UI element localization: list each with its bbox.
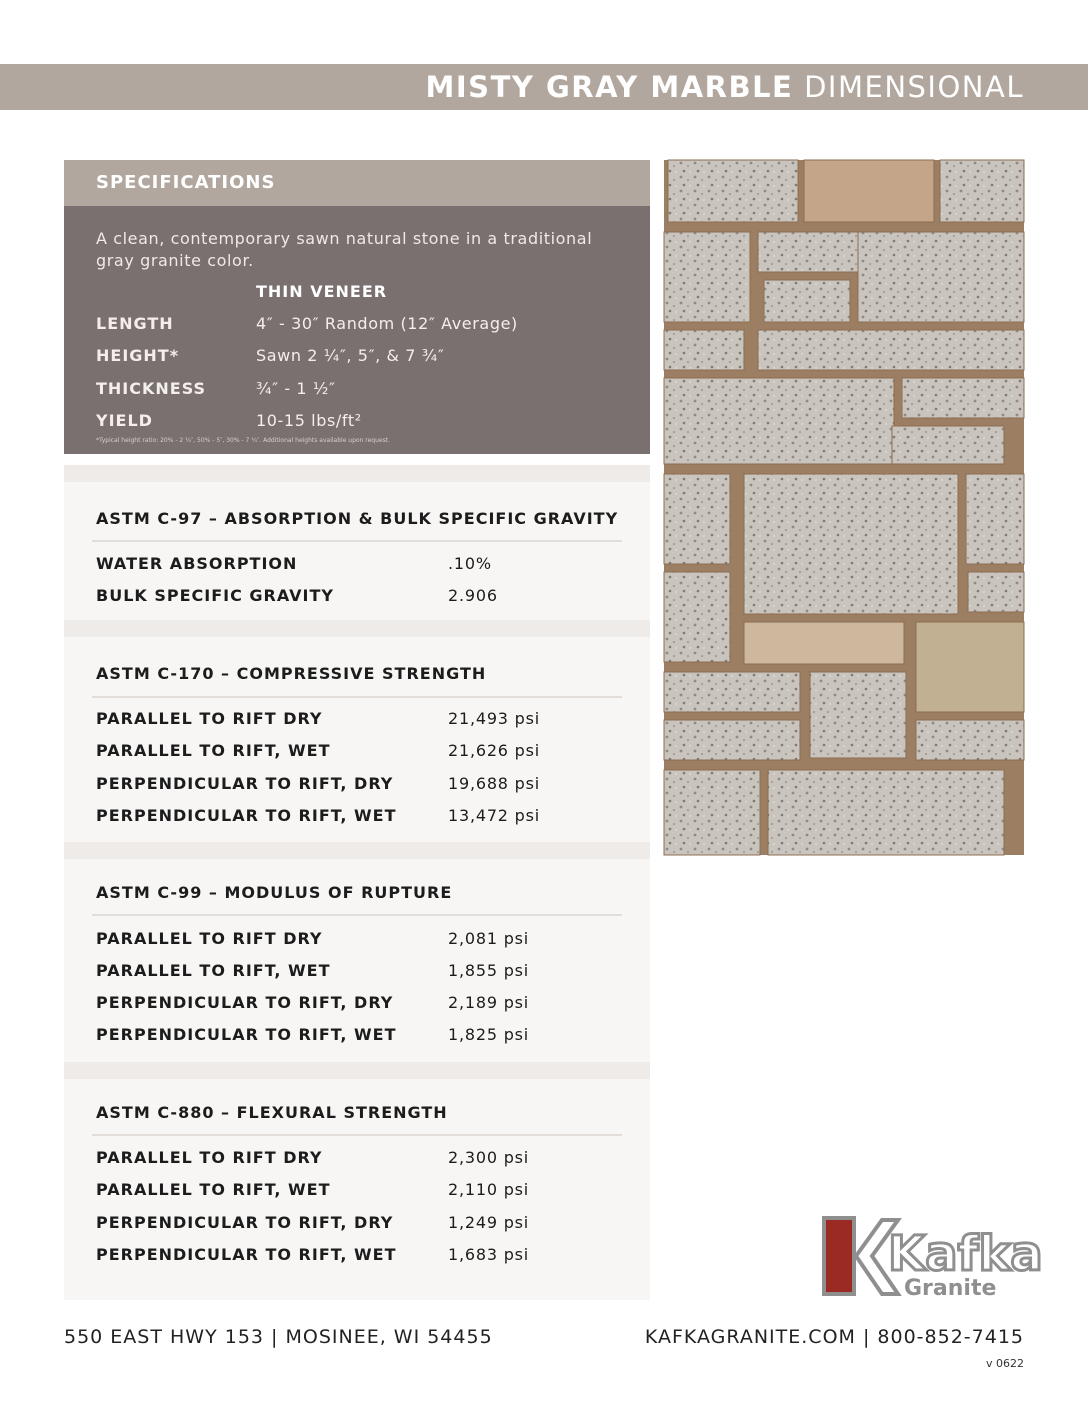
- spec-label: HEIGHT*: [96, 346, 180, 365]
- section-divider: [92, 914, 622, 916]
- table-row: [96, 1148, 529, 1167]
- row-label: PERPENDICULAR TO RIFT, WET: [96, 1025, 397, 1044]
- section-astm-c97: [64, 465, 650, 637]
- row-label: PERPENDICULAR TO RIFT, WET: [96, 806, 397, 825]
- height-footnote: *Typical height ratio: 20% - 2 ¼″, 50% - 5″, 30% - 7 ¾″. Additional heights available upon request.: [96, 437, 390, 444]
- spec-value: 4″ - 30″ Random (12″ Average): [256, 314, 518, 333]
- row-value: 2,300 psi: [448, 1148, 530, 1167]
- section-title: ASTM C-170 – COMPRESSIVE STRENGTH: [96, 664, 487, 683]
- thin-veneer-heading: THIN VENEER: [256, 282, 388, 301]
- table-row: [96, 586, 498, 605]
- row-value: 13,472 psi: [448, 806, 541, 825]
- table-row: [96, 993, 529, 1012]
- section-title: ASTM C-99 – MODULUS OF RUPTURE: [96, 883, 453, 902]
- section-band: [64, 1062, 650, 1079]
- row-label: PERPENDICULAR TO RIFT, DRY: [96, 774, 394, 793]
- row-label: PARALLEL TO RIFT, WET: [96, 741, 331, 760]
- row-value: 21,626 psi: [448, 741, 541, 760]
- row-value: 1,855 psi: [448, 961, 530, 980]
- row-label: PARALLEL TO RIFT DRY: [96, 1148, 323, 1167]
- table-row: [96, 1025, 529, 1044]
- row-label: PARALLEL TO RIFT, WET: [96, 961, 331, 980]
- stone-wall-image: [664, 160, 1024, 855]
- row-value: 1,825 psi: [448, 1025, 530, 1044]
- section-astm-c170: [64, 620, 650, 846]
- spec-value: Sawn 2 ¼″, 5″, & 7 ¾″: [256, 346, 445, 365]
- row-label: PARALLEL TO RIFT DRY: [96, 709, 323, 728]
- row-value: 21,493 psi: [448, 709, 541, 728]
- row-value: 1,683 psi: [448, 1245, 530, 1264]
- spec-label: THICKNESS: [96, 379, 207, 398]
- spec-value: ¾″ - 1 ½″: [256, 379, 336, 398]
- kafka-granite-logo: [822, 1216, 1043, 1301]
- row-value: 2,081 psi: [448, 929, 530, 948]
- section-astm-c880: [64, 1062, 650, 1300]
- page-title-bold: MISTY GRAY MARBLE: [425, 70, 794, 104]
- spec-row-length: [96, 314, 518, 333]
- section-divider: [92, 540, 622, 542]
- spec-row-thickness: [96, 379, 336, 398]
- table-row: [96, 1245, 529, 1264]
- row-label: PARALLEL TO RIFT, WET: [96, 1180, 331, 1199]
- table-row: [96, 554, 492, 573]
- row-label: BULK SPECIFIC GRAVITY: [96, 586, 335, 605]
- specifications-heading: SPECIFICATIONS: [64, 160, 650, 206]
- row-label: PERPENDICULAR TO RIFT, WET: [96, 1245, 397, 1264]
- row-label: PERPENDICULAR TO RIFT, DRY: [96, 1213, 394, 1232]
- specifications-description: A clean, contemporary sawn natural stone in a traditional gray granite color.: [96, 229, 593, 270]
- spec-row-height: [96, 346, 444, 365]
- spec-label: YIELD: [96, 411, 153, 430]
- row-value: 1,249 psi: [448, 1213, 530, 1232]
- section-band: [64, 465, 650, 482]
- section-band: [64, 842, 650, 859]
- section-divider: [92, 1134, 622, 1136]
- footer-contact: KAFKAGRANITE.COM | 800-852-7415: [644, 1326, 1024, 1348]
- footer-address: 550 EAST HWY 153 | MOSINEE, WI 54455: [64, 1326, 493, 1348]
- page-title: [426, 70, 1024, 104]
- page-title-light: DIMENSIONAL: [804, 70, 1024, 104]
- spec-value: 10-15 lbs/ft²: [256, 411, 362, 430]
- table-row: [96, 709, 540, 728]
- spec-label: LENGTH: [96, 314, 174, 333]
- spec-row-yield: [96, 411, 362, 430]
- section-band: [64, 620, 650, 637]
- row-label: PARALLEL TO RIFT DRY: [96, 929, 323, 948]
- table-row: [96, 929, 529, 948]
- row-value: 19,688 psi: [448, 774, 541, 793]
- row-value: 2,110 psi: [448, 1180, 530, 1199]
- table-row: [96, 1180, 529, 1199]
- section-title: ASTM C-880 – FLEXURAL STRENGTH: [96, 1103, 448, 1122]
- row-label: PERPENDICULAR TO RIFT, DRY: [96, 993, 394, 1012]
- row-value: 2.906: [448, 586, 498, 605]
- table-row: [96, 961, 529, 980]
- table-row: [96, 741, 540, 760]
- row-value: 2,189 psi: [448, 993, 530, 1012]
- logo-word-granite: Granite: [904, 1276, 997, 1301]
- row-value: .10%: [448, 554, 492, 573]
- section-astm-c99: [64, 842, 650, 1064]
- title-banner: [0, 64, 1088, 110]
- version-label: v 0622: [985, 1357, 1024, 1370]
- specifications-panel: [64, 160, 650, 454]
- table-row: [96, 1213, 529, 1232]
- table-row: [96, 774, 540, 793]
- logo-word-kafka: Kafka: [888, 1226, 1043, 1282]
- section-title: ASTM C-97 – ABSORPTION & BULK SPECIFIC GRAVITY: [96, 509, 619, 528]
- row-label: WATER ABSORPTION: [96, 554, 298, 573]
- section-divider: [92, 696, 622, 698]
- table-row: [96, 806, 540, 825]
